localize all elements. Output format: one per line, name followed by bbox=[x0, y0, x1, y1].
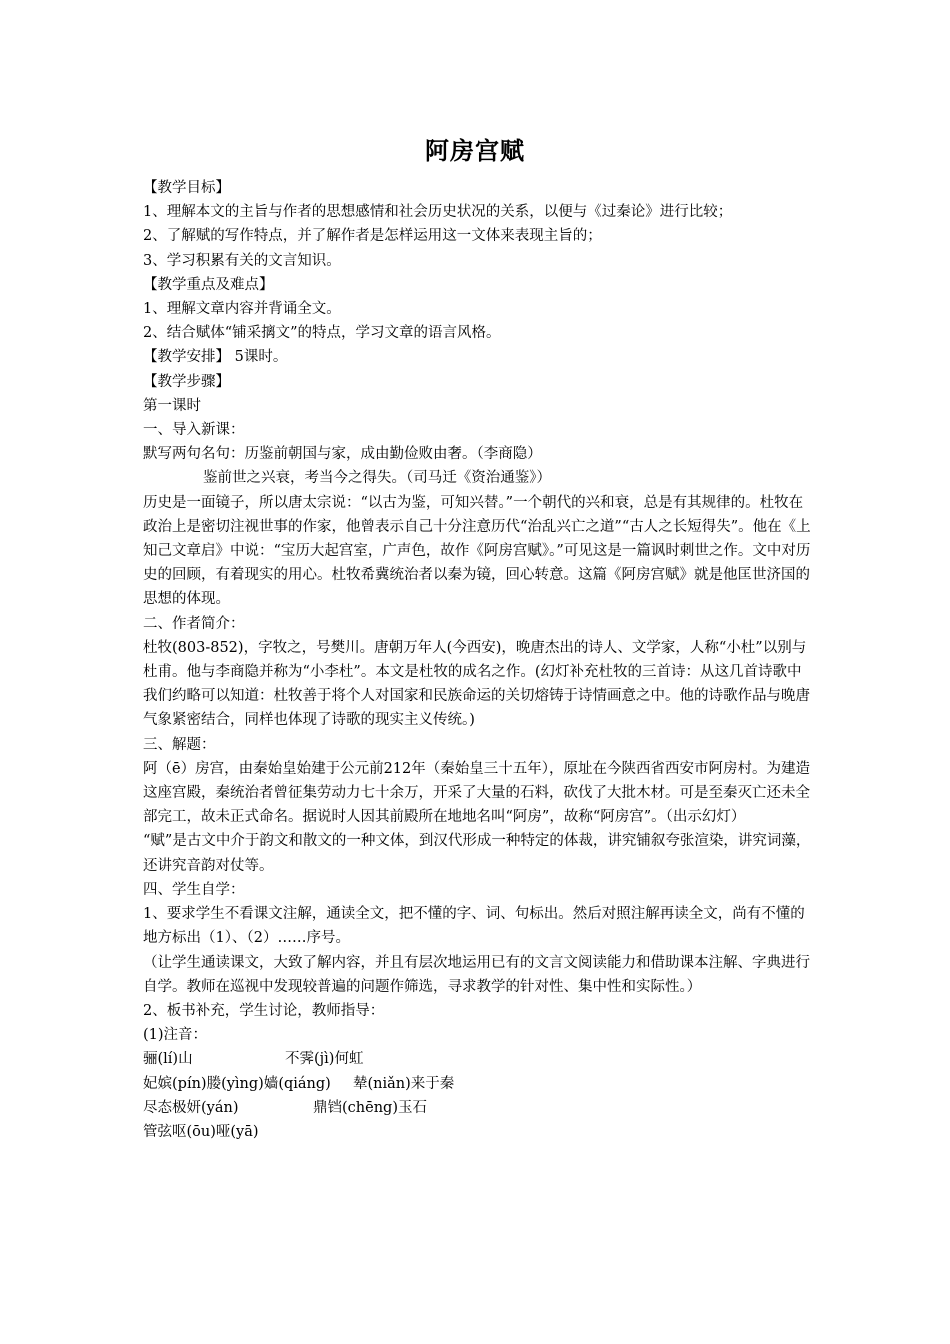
subsection-heading: 四、学生自学： bbox=[143, 881, 245, 898]
paragraph: 杜牧(803-852)，字牧之，号樊川。唐朝万年人(今西安)，晚唐杰出的诗人、文学家，人称“小杜”以别与杜甫。他与李商隐并称为“小李杜”。本文是杜牧的成名之作。(幻灯补充杜牧的三首诗：从这几首诗歌中我们约略可以知道：杜牧善于将个人对国家和民族命运的关切熔铸于诗情画意之中。他的诗歌作品与晚唐气象紧密结合，同样也体现了诗歌的现实主义传统。) bbox=[143, 639, 810, 729]
paragraph: 2、了解赋的写作特点，并了解作者是怎样运用这一文体来表现主旨的； bbox=[143, 228, 602, 245]
pinyin-item: 辇(niǎn)来于秦 bbox=[353, 1075, 455, 1092]
paragraph: 2、结合赋体“铺采摛文”的特点，学习文章的语言风格。 bbox=[143, 325, 501, 342]
lesson-label: 第一课时 bbox=[143, 397, 201, 414]
pinyin-item: 不霁(jì)何虹 bbox=[285, 1051, 364, 1068]
subsection-heading: 三、解题： bbox=[143, 736, 216, 753]
paragraph: 1、理解文章内容并背诵全文。 bbox=[143, 301, 341, 318]
paragraph: 2、板书补充，学生讨论，教师指导： bbox=[143, 1002, 385, 1019]
paragraph: 1、理解本文的主旨与作者的思想感情和社会历史状况的关系，以便与《过秦论》进行比较； bbox=[143, 204, 733, 221]
paragraph: 阿（ē）房宫，由秦始皇始建于公元前212年（秦始皇三十五年），原址在今陕西省西安市阿房村。为建造这座宫殿，秦统治者曾征集劳动力七十余万，开采了大量的石料，砍伐了大批木材。可是至秦灭亡还未全部完工，故未正式命名。据说时人因其前殿所在地地名叫“阿房”，故称“阿房宫”。（出示幻灯） bbox=[143, 760, 811, 826]
section-heading: 【教学目标】 bbox=[143, 180, 230, 196]
pinyin-item: 妃嫔(pín)媵(yìng)嫱(qiáng) bbox=[143, 1075, 331, 1092]
paragraph: “赋”是古文中介于韵文和散文的一种文体，到汉代形成一种特定的体裁，讲究铺叙夸张渲染，讲究词藻，还讲究音韵对仗等。 bbox=[143, 833, 811, 874]
paragraph: 鉴前世之兴衰，考当今之得失。（司马迁《资治通鉴》） bbox=[203, 470, 551, 487]
section-heading: 【教学安排】 5课时。 bbox=[143, 349, 288, 366]
pinyin-item: 鼎铛(chēng)玉石 bbox=[313, 1099, 427, 1116]
paragraph: 默写两句名句：历鉴前朝国与家，成由勤俭败由奢。（李商隐） bbox=[143, 446, 542, 463]
pinyin-row bbox=[143, 1120, 813, 1144]
subsection-heading: 二、作者简介： bbox=[143, 615, 245, 632]
document-body bbox=[143, 176, 813, 1144]
paragraph: 历史是一面镜子，所以唐太宗说：“以古为鉴，可知兴替。”一个朝代的兴和衰，总是有其规律的。杜牧在政治上是密切注视世事的作家，他曾表示自己十分注意历代“治乱兴亡之道”“古人之长短得失”。他在《上知己文章启》中说：“宝历大起宫室，广声色，故作《阿房宫赋》。”可见这是一篇讽时刺世之作。文中对历史的回顾，有着现实的用心。杜牧希冀统治者以秦为镜，回心转意。这篇《阿房宫赋》就是他匡世济国的思想的体现。 bbox=[143, 494, 811, 608]
pinyin-item: 骊(lí)山 bbox=[143, 1051, 193, 1068]
paragraph: (1)注音： bbox=[143, 1027, 208, 1044]
pinyin-row bbox=[143, 1096, 813, 1120]
section-heading: 【教学重点及难点】 bbox=[143, 276, 274, 293]
section-heading: 【教学步骤】 bbox=[143, 373, 230, 390]
paragraph: 3、学习积累有关的文言知识。 bbox=[143, 252, 341, 269]
pinyin-row bbox=[143, 1072, 813, 1096]
subsection-heading: 一、导入新课： bbox=[143, 422, 245, 439]
page-title: 阿房宫赋 bbox=[425, 137, 525, 165]
pinyin-item: 管弦呕(ōu)哑(yā) bbox=[143, 1123, 259, 1140]
pinyin-item: 尽态极妍(yán) bbox=[143, 1099, 239, 1116]
paragraph: 1、要求学生不看课文注解，通读全文，把不懂的字、词、句标出。然后对照注解再读全文，尚有不懂的地方标出（1）、（2）……序号。 bbox=[143, 906, 805, 947]
paragraph: （让学生通读课文，大致了解内容，并且有层次地运用已有的文言文阅读能力和借助课本注解、字典进行自学。教师在巡视中发现较普遍的问题作筛选，寻求教学的针对性、集中性和实际性。） bbox=[143, 954, 810, 995]
pinyin-row bbox=[143, 1047, 813, 1071]
